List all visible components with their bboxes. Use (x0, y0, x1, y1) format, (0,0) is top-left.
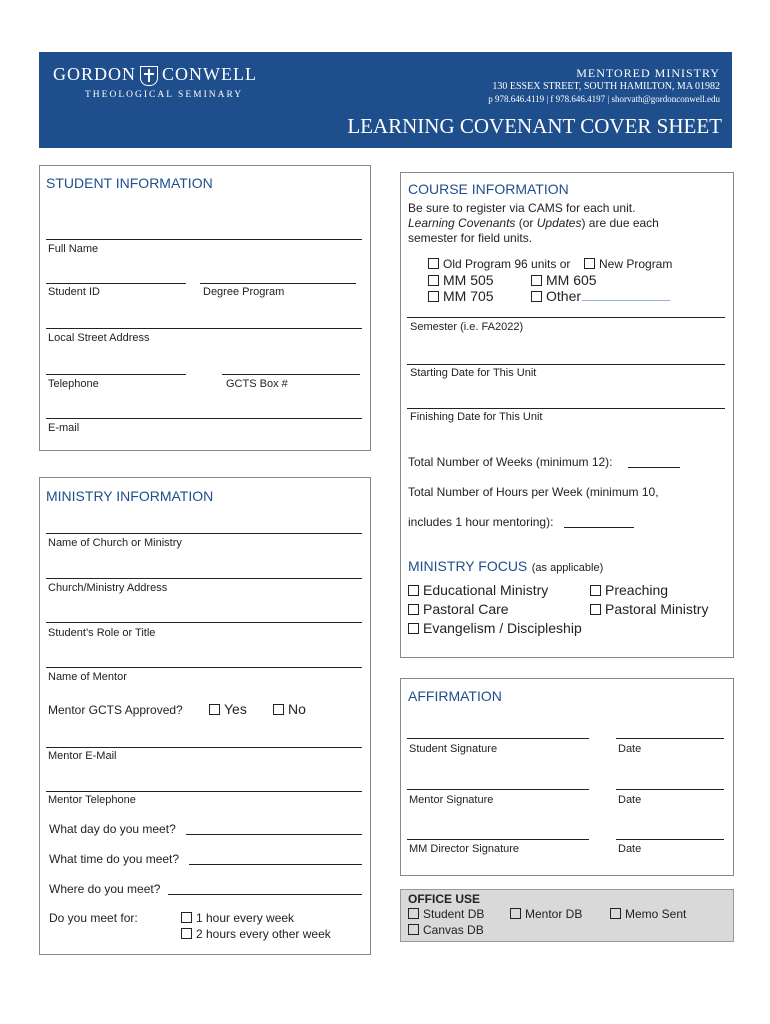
checkbox-icon[interactable] (408, 908, 419, 919)
mentor-date-label: Date (618, 794, 642, 806)
checkbox-icon[interactable] (408, 585, 419, 596)
focus-pastoral-care-option[interactable] (408, 601, 509, 617)
course-info-title: COURSE INFORMATION (408, 181, 569, 197)
canvas-db-label: Canvas DB (423, 923, 484, 937)
full-name-label: Full Name (48, 243, 99, 255)
focus-pastoral-ministry-label: Pastoral Ministry (605, 601, 709, 617)
mm705-option[interactable] (428, 288, 494, 304)
mentor-label: Name of Mentor (48, 671, 127, 683)
checkbox-icon[interactable] (428, 258, 439, 269)
checkbox-icon[interactable] (428, 275, 439, 286)
director-date-label: Date (618, 843, 642, 855)
semester-label: Semester (i.e. FA2022) (410, 321, 524, 333)
dept-address: 130 ESSEX STREET, SOUTH HAMILTON, MA 01982 (492, 81, 720, 92)
ministry-focus-note: (as applicable) (531, 562, 604, 574)
start-date-field[interactable] (407, 364, 725, 365)
meet-for-label: Do you meet for: (49, 911, 138, 925)
student-date-field[interactable] (616, 738, 724, 739)
address-label: Local Street Address (48, 332, 150, 344)
church-address-label: Church/Ministry Address (48, 582, 168, 594)
course-note-2 (408, 216, 659, 230)
mentor-phone-label: Mentor Telephone (48, 794, 136, 806)
course-note-3: semester for field units. (408, 231, 533, 245)
church-address-field[interactable] (46, 578, 362, 579)
mentor-email-field[interactable] (46, 747, 362, 748)
meet-option-2[interactable] (181, 927, 331, 941)
ministry-focus-heading (408, 558, 603, 576)
logo (53, 64, 257, 86)
focus-preaching-option[interactable] (590, 582, 668, 598)
student-signature-field[interactable] (407, 738, 589, 739)
checkbox-icon[interactable] (590, 604, 601, 615)
meet-option-1[interactable] (181, 911, 294, 925)
old-program-option[interactable] (428, 257, 570, 271)
mentor-db-label: Mentor DB (525, 907, 583, 921)
yes-label: Yes (224, 701, 247, 717)
meet-time-label: What time do you meet? (49, 852, 180, 866)
checkbox-icon[interactable] (181, 928, 192, 939)
old-program-label: Old Program 96 units or (443, 257, 571, 271)
semester-field[interactable] (407, 317, 725, 318)
checkbox-icon[interactable] (590, 585, 601, 596)
student-db-option[interactable] (408, 907, 484, 921)
finish-date-field[interactable] (407, 408, 725, 409)
note-updates: Updates (536, 216, 582, 230)
hours-label-1: Total Number of Hours per Week (minimum 10, (408, 485, 659, 499)
new-program-option[interactable] (584, 257, 672, 271)
other-label: Other (546, 288, 582, 304)
mm605-label: MM 605 (546, 272, 597, 288)
logo-subtitle: THEOLOGICAL SEMINARY (85, 90, 244, 100)
mentor-phone-field[interactable] (46, 791, 362, 792)
logo-left: GORDON (53, 64, 137, 84)
mentor-signature-field[interactable] (407, 789, 589, 790)
header-banner (39, 52, 732, 148)
email-label: E-mail (48, 422, 80, 434)
mm505-option[interactable] (428, 272, 494, 288)
checkbox-icon[interactable] (209, 704, 220, 715)
degree-label: Degree Program (203, 286, 285, 298)
checkbox-icon[interactable] (181, 912, 192, 923)
mentor-signature-label: Mentor Signature (409, 794, 494, 806)
student-id-field[interactable] (46, 283, 186, 284)
degree-field[interactable] (200, 283, 356, 284)
meet-day-field[interactable] (186, 834, 362, 835)
focus-pastoral-ministry-option[interactable] (590, 601, 708, 617)
mm505-label: MM 505 (443, 272, 494, 288)
box-field[interactable] (222, 374, 360, 375)
checkbox-icon[interactable] (408, 604, 419, 615)
email-field[interactable] (46, 418, 362, 419)
full-name-field[interactable] (46, 239, 362, 240)
logo-right: CONWELL (162, 64, 257, 84)
hours-label-2: includes 1 hour mentoring): (408, 515, 554, 529)
canvas-db-option[interactable] (408, 923, 484, 937)
checkbox-icon[interactable] (510, 908, 521, 919)
note-or: (or (515, 216, 537, 230)
mentor-field[interactable] (46, 667, 362, 668)
approved-no-option[interactable] (273, 701, 306, 717)
memo-sent-option[interactable] (610, 907, 686, 921)
mentor-db-option[interactable] (510, 907, 582, 921)
focus-evangelism-option[interactable] (408, 620, 582, 636)
course-note-1: Be sure to register via CAMS for each unit. (408, 201, 636, 215)
focus-education-option[interactable] (408, 582, 548, 598)
checkbox-icon[interactable] (273, 704, 284, 715)
note-due: ) are due each (581, 216, 659, 230)
meet-option-2-label: 2 hours every other week (196, 927, 331, 941)
student-id-label: Student ID (48, 286, 100, 298)
shield-icon (140, 66, 158, 86)
focus-education-label: Educational Ministry (423, 582, 549, 598)
page-title: LEARNING COVENANT COVER SHEET (347, 114, 722, 138)
start-date-label: Starting Date for This Unit (410, 367, 537, 379)
focus-preaching-label: Preaching (605, 582, 669, 598)
mentor-email-label: Mentor E-Mail (48, 750, 117, 762)
director-signature-label: MM Director Signature (409, 843, 520, 855)
hours-field[interactable] (564, 527, 634, 528)
box-label: GCTS Box # (226, 378, 288, 390)
ministry-info-title: MINISTRY INFORMATION (46, 488, 214, 504)
role-label: Student’s Role or Title (48, 627, 156, 639)
director-signature-field[interactable] (407, 839, 589, 840)
checkbox-icon[interactable] (408, 924, 419, 935)
checkbox-icon[interactable] (584, 258, 595, 269)
dept-contact: p 978.646.4119 | f 978.646.4197 | shorvath@gordonconwell.edu (488, 94, 720, 104)
church-label: Name of Church or Ministry (48, 537, 182, 549)
student-date-label: Date (618, 743, 642, 755)
role-field[interactable] (46, 622, 362, 623)
memo-sent-label: Memo Sent (625, 907, 687, 921)
affirmation-title: AFFIRMATION (408, 688, 502, 704)
ministry-focus-title: MINISTRY FOCUS (408, 558, 528, 574)
mentor-approved-label: Mentor GCTS Approved? (48, 703, 183, 717)
telephone-field[interactable] (46, 374, 186, 375)
weeks-field[interactable] (628, 467, 680, 468)
student-signature-label: Student Signature (409, 743, 498, 755)
student-info-title: STUDENT INFORMATION (46, 175, 213, 191)
finish-date-label: Finishing Date for This Unit (410, 411, 543, 423)
director-date-field[interactable] (616, 839, 724, 840)
other-field[interactable] (582, 300, 670, 301)
new-program-label: New Program (599, 257, 673, 271)
address-field[interactable] (46, 328, 362, 329)
meet-time-field[interactable] (189, 864, 362, 865)
office-use-title: OFFICE USE (408, 892, 481, 906)
checkbox-icon[interactable] (428, 291, 439, 302)
church-field[interactable] (46, 533, 362, 534)
mentor-date-field[interactable] (616, 789, 724, 790)
meet-option-1-label: 1 hour every week (196, 911, 295, 925)
checkbox-icon[interactable] (531, 291, 542, 302)
weeks-label: Total Number of Weeks (minimum 12): (408, 455, 613, 469)
note-lc: Learning Covenants (408, 216, 516, 230)
focus-evangelism-label: Evangelism / Discipleship (423, 620, 582, 636)
meet-day-label: What day do you meet? (49, 822, 176, 836)
mm705-label: MM 705 (443, 288, 494, 304)
student-info-box (39, 165, 371, 451)
other-option[interactable] (531, 288, 581, 304)
dept-name: MENTORED MINISTRY (576, 66, 720, 80)
checkbox-icon[interactable] (531, 275, 542, 286)
checkbox-icon[interactable] (610, 908, 621, 919)
checkbox-icon[interactable] (408, 623, 419, 634)
mm605-option[interactable] (531, 272, 597, 288)
focus-pastoral-care-label: Pastoral Care (423, 601, 509, 617)
no-label: No (288, 701, 306, 717)
meet-where-label: Where do you meet? (49, 882, 161, 896)
meet-where-field[interactable] (168, 894, 362, 895)
telephone-label: Telephone (48, 378, 99, 390)
approved-yes-option[interactable] (209, 701, 247, 717)
student-db-label: Student DB (423, 907, 485, 921)
